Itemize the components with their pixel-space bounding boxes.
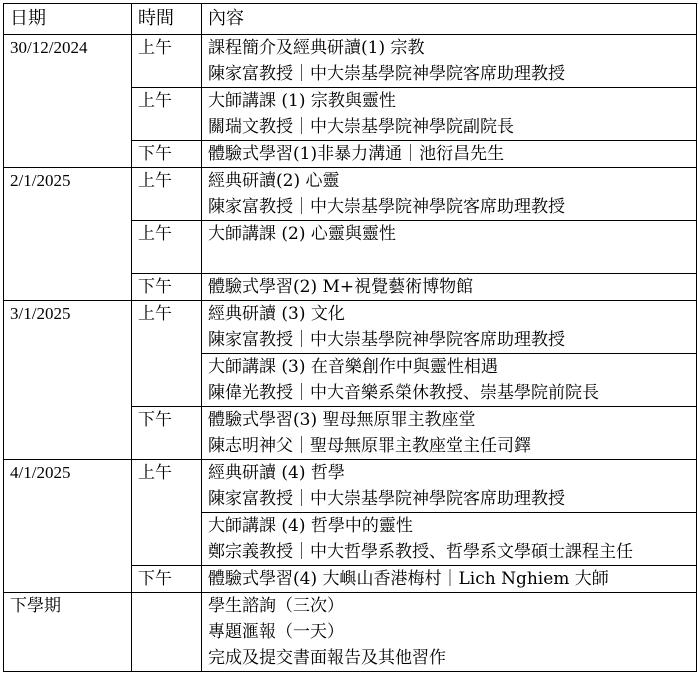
time-cell: 上午 bbox=[132, 301, 202, 407]
content-line: 課程簡介及經典研讀(1) 宗教 bbox=[208, 38, 425, 58]
date-cell: 3/1/2025 bbox=[4, 301, 132, 460]
content-cell bbox=[202, 35, 697, 88]
content-line: 體驗式學習(1)非暴力溝通｜池衍昌先生 bbox=[208, 144, 505, 164]
content-line: 完成及提交書面報告及其他習作 bbox=[208, 648, 446, 668]
date-cell: 30/12/2024 bbox=[4, 35, 132, 168]
content-line: 體驗式學習(4) 大嶼山香港梅村｜Lich Nghiem 大師 bbox=[208, 569, 609, 589]
date-cell: 2/1/2025 bbox=[4, 168, 132, 301]
time-cell: 上午 bbox=[132, 35, 202, 88]
content-cell bbox=[202, 141, 697, 168]
content-line: 經典研讀 (3) 文化 bbox=[208, 304, 345, 324]
content-cell bbox=[202, 274, 697, 301]
content-line: 經典研讀 (4) 哲學 bbox=[208, 463, 345, 483]
content-line: 陳家富教授｜中大崇基學院神學院客席助理教授 bbox=[208, 330, 565, 350]
content-line: 陳偉光教授｜中大音樂系榮休教授、崇基學院前院長 bbox=[208, 383, 599, 403]
content-line: 陳志明神父｜聖母無原罪主教座堂主任司鐸 bbox=[208, 436, 531, 456]
content-cell bbox=[202, 513, 697, 566]
content-line: 體驗式學習(2) M+視覺藝術博物館 bbox=[208, 277, 474, 297]
time-cell: 上午 bbox=[132, 221, 202, 274]
table-row bbox=[4, 35, 697, 88]
content-line-empty bbox=[208, 247, 690, 273]
header-content: 內容 bbox=[202, 4, 697, 35]
content-cell bbox=[202, 593, 697, 672]
header-row bbox=[4, 4, 697, 35]
time-cell: 下午 bbox=[132, 141, 202, 168]
content-cell bbox=[202, 88, 697, 141]
header-date: 日期 bbox=[4, 4, 132, 35]
content-line: 體驗式學習(3) 聖母無原罪主教座堂 bbox=[208, 410, 476, 430]
content-line: 大師講課 (2) 心靈與靈性 bbox=[208, 224, 396, 244]
content-cell bbox=[202, 221, 697, 274]
time-cell: 上午 bbox=[132, 168, 202, 221]
header-time: 時間 bbox=[132, 4, 202, 35]
content-line: 大師講課 (4) 哲學中的靈性 bbox=[208, 516, 413, 536]
table-row bbox=[4, 168, 697, 221]
time-cell: 下午 bbox=[132, 274, 202, 301]
content-line: 鄭宗義教授｜中大哲學系教授、哲學系文學碩士課程主任 bbox=[208, 542, 633, 562]
schedule-table bbox=[3, 3, 697, 672]
time-cell: 上午 bbox=[132, 88, 202, 141]
content-line: 大師講課 (1) 宗教與靈性 bbox=[208, 91, 396, 111]
table-row bbox=[4, 460, 697, 513]
content-cell bbox=[202, 301, 697, 354]
time-cell: 下午 bbox=[132, 407, 202, 460]
content-line: 陳家富教授｜中大崇基學院神學院客席助理教授 bbox=[208, 489, 565, 509]
date-cell: 下學期 bbox=[4, 593, 132, 672]
time-cell bbox=[132, 593, 202, 672]
content-cell bbox=[202, 460, 697, 513]
content-line: 經典研讀(2) 心靈 bbox=[208, 171, 340, 191]
content-line: 學生諮詢（三次） bbox=[208, 596, 344, 616]
time-cell: 上午 bbox=[132, 460, 202, 566]
time-cell: 下午 bbox=[132, 566, 202, 593]
content-cell bbox=[202, 566, 697, 593]
table-row bbox=[4, 593, 697, 672]
content-line: 大師講課 (3) 在音樂創作中與靈性相遇 bbox=[208, 357, 498, 377]
content-line: 陳家富教授｜中大崇基學院神學院客席助理教授 bbox=[208, 64, 565, 84]
content-cell bbox=[202, 168, 697, 221]
content-cell bbox=[202, 407, 697, 460]
content-cell bbox=[202, 354, 697, 407]
table-row bbox=[4, 301, 697, 354]
content-line: 陳家富教授｜中大崇基學院神學院客席助理教授 bbox=[208, 197, 565, 217]
content-line: 關瑞文教授｜中大崇基學院神學院副院長 bbox=[208, 117, 514, 137]
date-cell: 4/1/2025 bbox=[4, 460, 132, 593]
content-line: 專題滙報（一天） bbox=[208, 622, 344, 642]
